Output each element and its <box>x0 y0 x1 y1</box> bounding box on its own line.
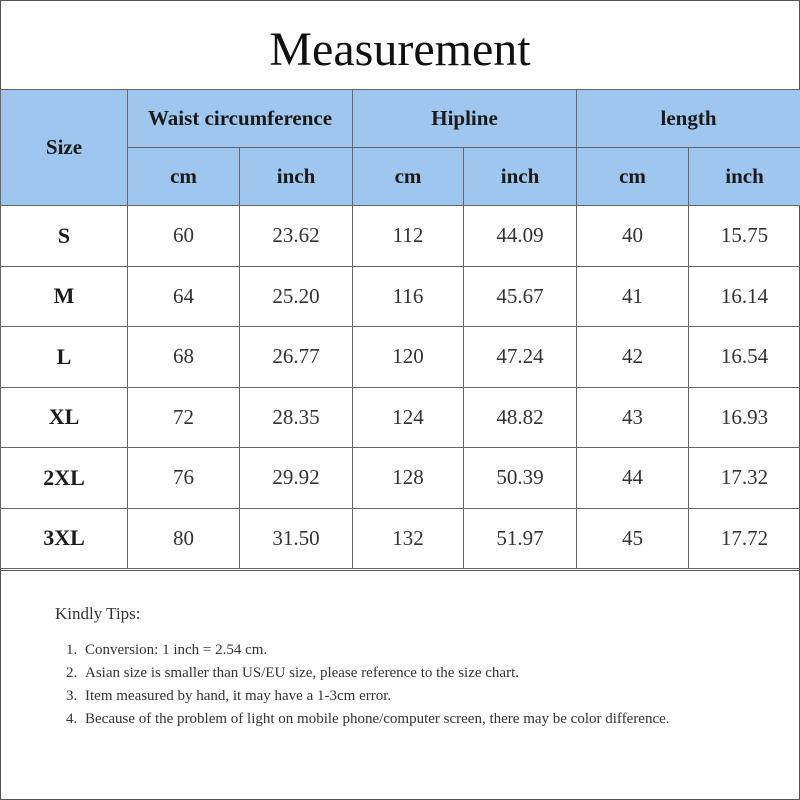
table-row <box>1 206 800 267</box>
table-row <box>1 327 800 388</box>
waist-cm-cell: 60 <box>128 206 240 267</box>
waist-cm-header: cm <box>128 148 240 206</box>
length-cm-cell: 41 <box>577 266 689 327</box>
waist-cm-cell: 64 <box>128 266 240 327</box>
page-title: Measurement <box>0 0 800 90</box>
tip-item: 1. Conversion: 1 inch = 2.54 cm. <box>81 640 755 660</box>
length-cm-cell: 42 <box>577 327 689 388</box>
length-cm-cell: 44 <box>577 448 689 509</box>
waist-inch-cell: 29.92 <box>240 448 353 509</box>
waist-inch-cell: 26.77 <box>240 327 353 388</box>
size-cell: S <box>1 206 128 267</box>
tip-item: 3. Item measured by hand, it may have a 1-3cm error. <box>81 686 755 706</box>
length-cm-cell: 40 <box>577 206 689 267</box>
waist-inch-header: inch <box>240 148 353 206</box>
tips-section <box>55 604 755 732</box>
table-row <box>1 266 800 327</box>
hipline-cm-header: cm <box>353 148 464 206</box>
length-group-header: length <box>577 90 800 148</box>
waist-inch-cell: 28.35 <box>240 387 353 448</box>
waist-inch-cell: 31.50 <box>240 508 353 569</box>
size-cell: XL <box>1 387 128 448</box>
waist-inch-cell: 25.20 <box>240 266 353 327</box>
hip-inch-cell: 44.09 <box>464 206 577 267</box>
waist-cm-cell: 76 <box>128 448 240 509</box>
tip-item: 4. Because of the problem of light on mobile phone/computer screen, there may be color difference. <box>81 709 755 729</box>
hip-cm-cell: 132 <box>353 508 464 569</box>
waist-group-header: Waist circumference <box>128 90 353 148</box>
hip-cm-cell: 116 <box>353 266 464 327</box>
length-cm-header: cm <box>577 148 689 206</box>
waist-cm-cell: 68 <box>128 327 240 388</box>
length-cm-cell: 45 <box>577 508 689 569</box>
waist-inch-cell: 23.62 <box>240 206 353 267</box>
hip-inch-cell: 47.24 <box>464 327 577 388</box>
length-inch-cell: 16.54 <box>689 327 800 388</box>
length-inch-cell: 17.72 <box>689 508 800 569</box>
length-inch-header: inch <box>689 148 800 206</box>
size-cell: M <box>1 266 128 327</box>
tips-list <box>55 640 755 729</box>
hip-inch-cell: 45.67 <box>464 266 577 327</box>
hip-cm-cell: 128 <box>353 448 464 509</box>
table-row <box>1 448 800 509</box>
table-row <box>1 387 800 448</box>
waist-cm-cell: 80 <box>128 508 240 569</box>
hip-cm-cell: 120 <box>353 327 464 388</box>
size-cell: L <box>1 327 128 388</box>
length-cm-cell: 43 <box>577 387 689 448</box>
hipline-inch-header: inch <box>464 148 577 206</box>
length-inch-cell: 16.93 <box>689 387 800 448</box>
hip-cm-cell: 124 <box>353 387 464 448</box>
size-cell: 2XL <box>1 448 128 509</box>
table-row <box>1 508 800 569</box>
length-inch-cell: 17.32 <box>689 448 800 509</box>
size-chart-table <box>0 89 800 569</box>
size-column-header: Size <box>1 90 128 206</box>
length-inch-cell: 15.75 <box>689 206 800 267</box>
length-inch-cell: 16.14 <box>689 266 800 327</box>
tips-title: Kindly Tips: <box>55 604 141 623</box>
hip-inch-cell: 48.82 <box>464 387 577 448</box>
hipline-group-header: Hipline <box>353 90 577 148</box>
hip-inch-cell: 51.97 <box>464 508 577 569</box>
waist-cm-cell: 72 <box>128 387 240 448</box>
hip-cm-cell: 112 <box>353 206 464 267</box>
size-cell: 3XL <box>1 508 128 569</box>
divider <box>0 570 800 571</box>
hip-inch-cell: 50.39 <box>464 448 577 509</box>
tip-item: 2. Asian size is smaller than US/EU size, please reference to the size chart. <box>81 663 755 683</box>
